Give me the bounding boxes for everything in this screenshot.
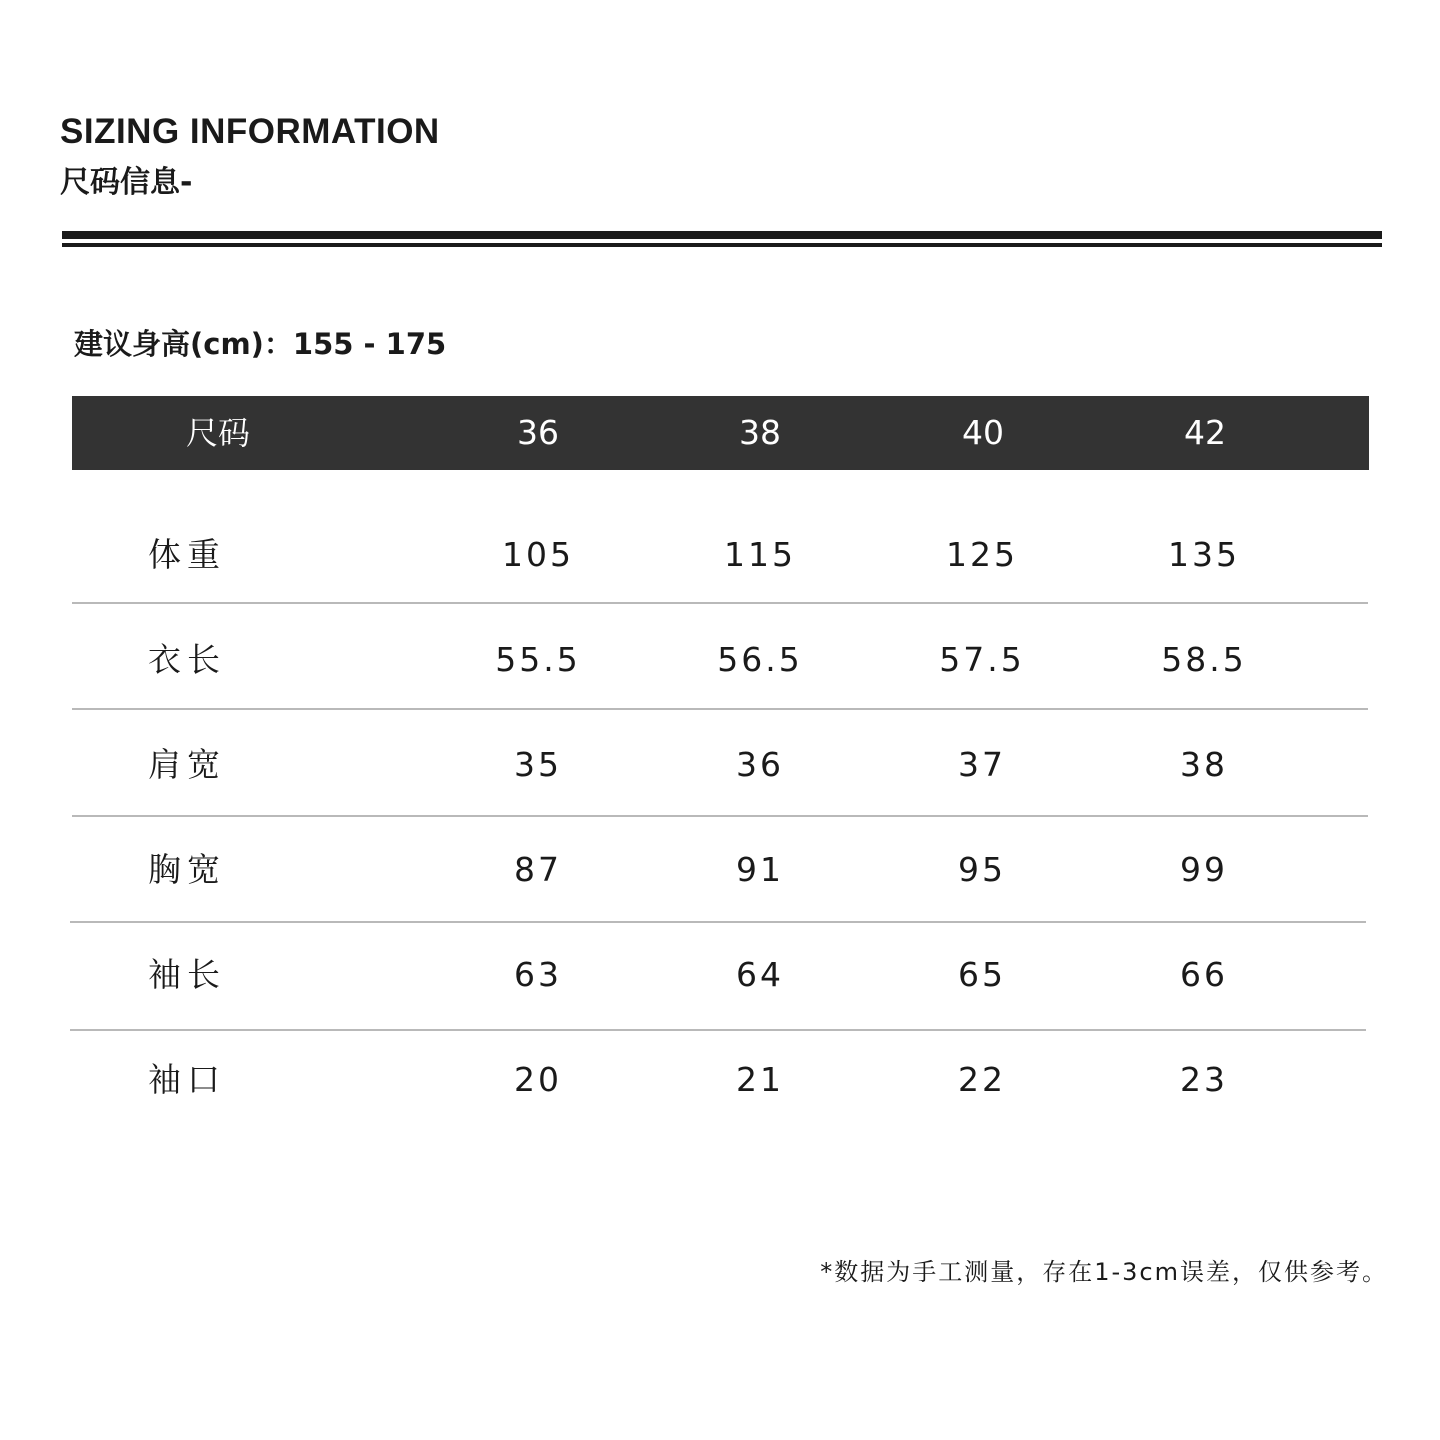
table-cell: 65 <box>958 955 1006 994</box>
table-row-shoulder <box>0 735 1440 795</box>
header-size-36: 36 <box>517 413 559 452</box>
suggested-height-text: 建议身高(cm)：155 - 175 <box>74 327 447 361</box>
table-cell: 91 <box>736 850 784 889</box>
table-cell: 55.5 <box>495 640 581 679</box>
row-label: 肩宽 <box>148 745 226 784</box>
table-cell: 58.5 <box>1161 640 1247 679</box>
table-cell: 38 <box>1180 745 1228 784</box>
row-label: 袖口 <box>148 1060 226 1099</box>
row-divider <box>70 1029 1366 1031</box>
title-rule-thick <box>62 231 1382 239</box>
title-rule-thin <box>62 243 1382 247</box>
header-size-label: 尺码 <box>185 414 250 452</box>
table-cell: 135 <box>1168 535 1240 574</box>
table-cell: 87 <box>514 850 562 889</box>
header-size-38: 38 <box>739 413 781 452</box>
table-cell: 57.5 <box>939 640 1025 679</box>
table-cell: 35 <box>514 745 562 784</box>
row-divider <box>72 815 1368 817</box>
table-cell: 64 <box>736 955 784 994</box>
table-cell: 36 <box>736 745 784 784</box>
table-cell: 63 <box>514 955 562 994</box>
row-divider <box>70 921 1366 923</box>
row-divider <box>72 708 1368 710</box>
table-cell: 95 <box>958 850 1006 889</box>
table-row-length <box>0 630 1440 690</box>
row-label: 胸宽 <box>148 850 226 889</box>
table-row-chest <box>0 840 1440 900</box>
table-cell: 56.5 <box>717 640 803 679</box>
row-label: 袖长 <box>148 955 226 994</box>
table-row-weight <box>0 525 1440 585</box>
row-divider <box>72 602 1368 604</box>
table-cell: 99 <box>1180 850 1228 889</box>
table-cell: 105 <box>502 535 574 574</box>
table-header <box>72 396 1369 470</box>
table-cell: 66 <box>1180 955 1228 994</box>
header-size-42: 42 <box>1184 413 1226 452</box>
page-title-en: SIZING INFORMATION <box>60 112 440 151</box>
table-cell: 22 <box>958 1060 1006 1099</box>
page-title-cn: 尺码信息- <box>60 165 193 200</box>
table-cell: 37 <box>958 745 1006 784</box>
table-cell: 115 <box>724 535 796 574</box>
table-cell: 23 <box>1180 1060 1228 1099</box>
row-label: 衣长 <box>148 640 226 679</box>
table-row-sleeve <box>0 945 1440 1005</box>
measurement-footnote: *数据为手工测量，存在1-3cm误差，仅供参考。 <box>820 1258 1388 1286</box>
header-size-40: 40 <box>962 413 1004 452</box>
table-cell: 125 <box>946 535 1018 574</box>
table-cell: 21 <box>736 1060 784 1099</box>
table-row-cuff <box>0 1050 1440 1110</box>
row-label: 体重 <box>148 535 226 574</box>
table-cell: 20 <box>514 1060 562 1099</box>
